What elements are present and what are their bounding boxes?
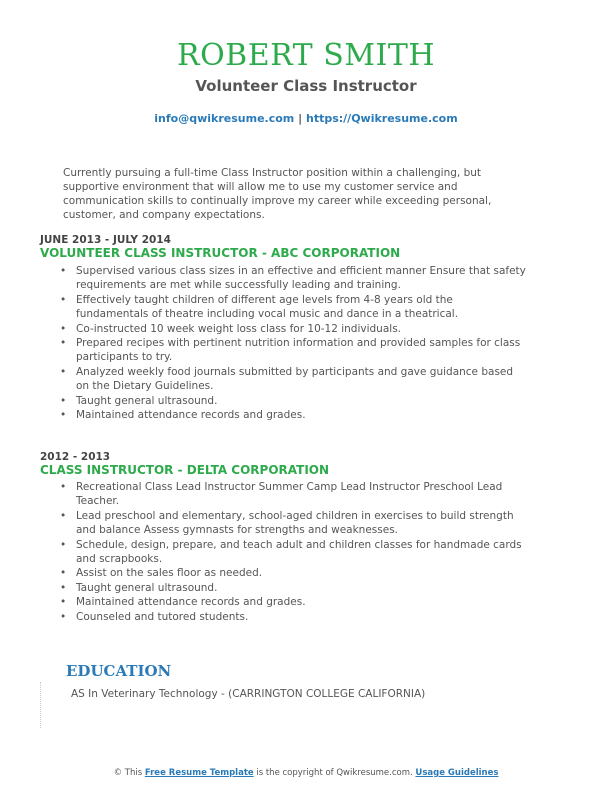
list-item: • Analyzed weekly food journals submitted by participants and gave guidance based on the Dietary Guidelines. (58, 365, 528, 394)
list-item: • Prepared recipes with pertinent nutrition information and provided samples for class participants to try. (58, 336, 528, 365)
list-item: • Assist on the sales floor as needed. (58, 566, 528, 580)
job-bullets (58, 264, 528, 422)
job-dates: 2012 - 2013 (40, 451, 111, 463)
free-resume-template-link[interactable]: Free Resume Template (144, 768, 254, 778)
usage-guidelines-link[interactable]: Usage Guidelines (415, 768, 499, 778)
job-title: VOLUNTEER CLASS INSTRUCTOR - ABC CORPORATION (40, 246, 401, 260)
section-divider (40, 682, 41, 728)
website-link[interactable]: https://Qwikresume.com (305, 112, 458, 125)
list-item: • Maintained attendance records and grades. (58, 595, 528, 609)
candidate-name: ROBERT SMITH (176, 38, 436, 73)
list-item: • Co-instructed 10 week weight loss class for 10-12 individuals. (58, 322, 528, 336)
list-item: • Maintained attendance records and grades. (58, 408, 528, 422)
email-link[interactable]: info@qwikresume.com (154, 112, 295, 125)
list-item: • Counseled and tutored students. (58, 610, 528, 624)
education-entry: AS In Veterinary Technology - (CARRINGTON COLLEGE CALIFORNIA) (71, 688, 426, 700)
footer-copyright-text: is the copyright of Qwikresume.com. (256, 768, 413, 778)
job-bullets (58, 480, 528, 624)
footer-prefix: © This (113, 768, 143, 778)
job-title-heading: Volunteer Class Instructor (195, 77, 417, 95)
list-item: • Taught general ultrasound. (58, 394, 528, 408)
summary-paragraph: Currently pursuing a full-time Class Instructor position within a challenging, but supportive environment that will allow me to use my customer service and communication skills to continually improve my career while exceeding personal, customer, and company expectations. (63, 167, 492, 221)
job-dates: JUNE 2013 - JULY 2014 (40, 234, 171, 246)
list-item: • Lead preschool and elementary, school-aged children in exercises to build strength and balance Assess gymnasts for strengths and weaknesses. (58, 509, 528, 538)
list-item: • Schedule, design, prepare, and teach adult and children classes for handmade cards and scrapbooks. (58, 538, 528, 567)
contact-separator: | (298, 112, 303, 125)
contact-line (0, 112, 612, 125)
job-title: CLASS INSTRUCTOR - DELTA CORPORATION (40, 463, 330, 477)
footer (0, 768, 612, 778)
list-item: • Supervised various class sizes in an effective and efficient manner Ensure that safety requirements are met while successfully leading and training. (58, 264, 528, 293)
list-item: • Taught general ultrasound. (58, 581, 528, 595)
education-heading: EDUCATION (66, 662, 172, 680)
list-item: • Recreational Class Lead Instructor Summer Camp Lead Instructor Preschool Lead Teacher. (58, 480, 528, 509)
list-item: • Effectively taught children of different age levels from 4-8 years old the fundamentals of theatre including vocal music and dance in a theatrical. (58, 293, 528, 322)
